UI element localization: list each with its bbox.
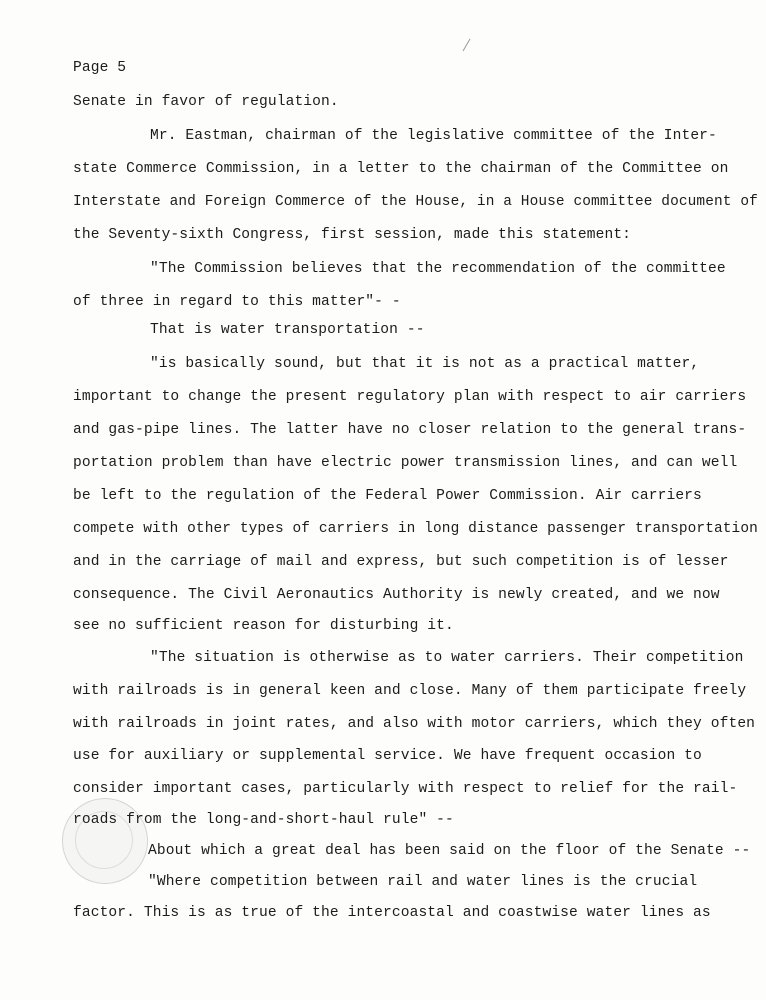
text-line: compete with other types of carriers in long distance passenger transportation <box>73 521 758 537</box>
text-line: About which a great deal has been said on the floor of the Senate -- <box>148 843 751 859</box>
text-line: roads from the long-and-short-haul rule" -- <box>73 812 454 828</box>
text-line: "Where competition between rail and water lines is the crucial <box>148 874 698 890</box>
text-line: and in the carriage of mail and express, but such competition is of lesser <box>73 554 729 570</box>
text-line: Senate in favor of regulation. <box>73 94 339 110</box>
text-line: important to change the present regulatory plan with respect to air carriers <box>73 389 747 405</box>
text-line: "The Commission believes that the recommendation of the committee <box>150 261 726 277</box>
text-line: state Commerce Commission, in a letter to the chairman of the Committee on <box>73 161 729 177</box>
text-line: Mr. Eastman, chairman of the legislative committee of the Inter- <box>150 128 717 144</box>
text-line: of three in regard to this matter"- - <box>73 294 401 310</box>
faded-stamp <box>62 798 148 884</box>
text-line: the Seventy-sixth Congress, first session, made this statement: <box>73 227 632 243</box>
text-line: "is basically sound, but that it is not as a practical matter, <box>150 356 700 372</box>
text-line: use for auxiliary or supplemental service. We have frequent occasion to <box>73 748 702 764</box>
text-line: consequence. The Civil Aeronautics Authority is newly created, and we now <box>73 587 720 603</box>
text-line: consider important cases, particularly with respect to relief for the rail- <box>73 781 738 797</box>
text-line: That is water transportation -- <box>150 322 425 338</box>
pencil-mark <box>463 39 471 52</box>
text-line: with railroads in joint rates, and also with motor carriers, which they often <box>73 716 756 732</box>
text-line: be left to the regulation of the Federal Power Commission. Air carriers <box>73 488 702 504</box>
text-line: portation problem than have electric power transmission lines, and can well <box>73 455 738 471</box>
text-line: Interstate and Foreign Commerce of the House, in a House committee document of <box>73 194 758 210</box>
text-line: "The situation is otherwise as to water carriers. Their competition <box>150 650 744 666</box>
page-number: Page 5 <box>73 60 127 76</box>
text-line: factor. This is as true of the intercoastal and coastwise water lines as <box>73 905 711 921</box>
text-line: see no sufficient reason for disturbing it. <box>73 618 454 634</box>
text-line: with railroads is in general keen and close. Many of them participate freely <box>73 683 747 699</box>
text-line: and gas-pipe lines. The latter have no closer relation to the general trans- <box>73 422 747 438</box>
